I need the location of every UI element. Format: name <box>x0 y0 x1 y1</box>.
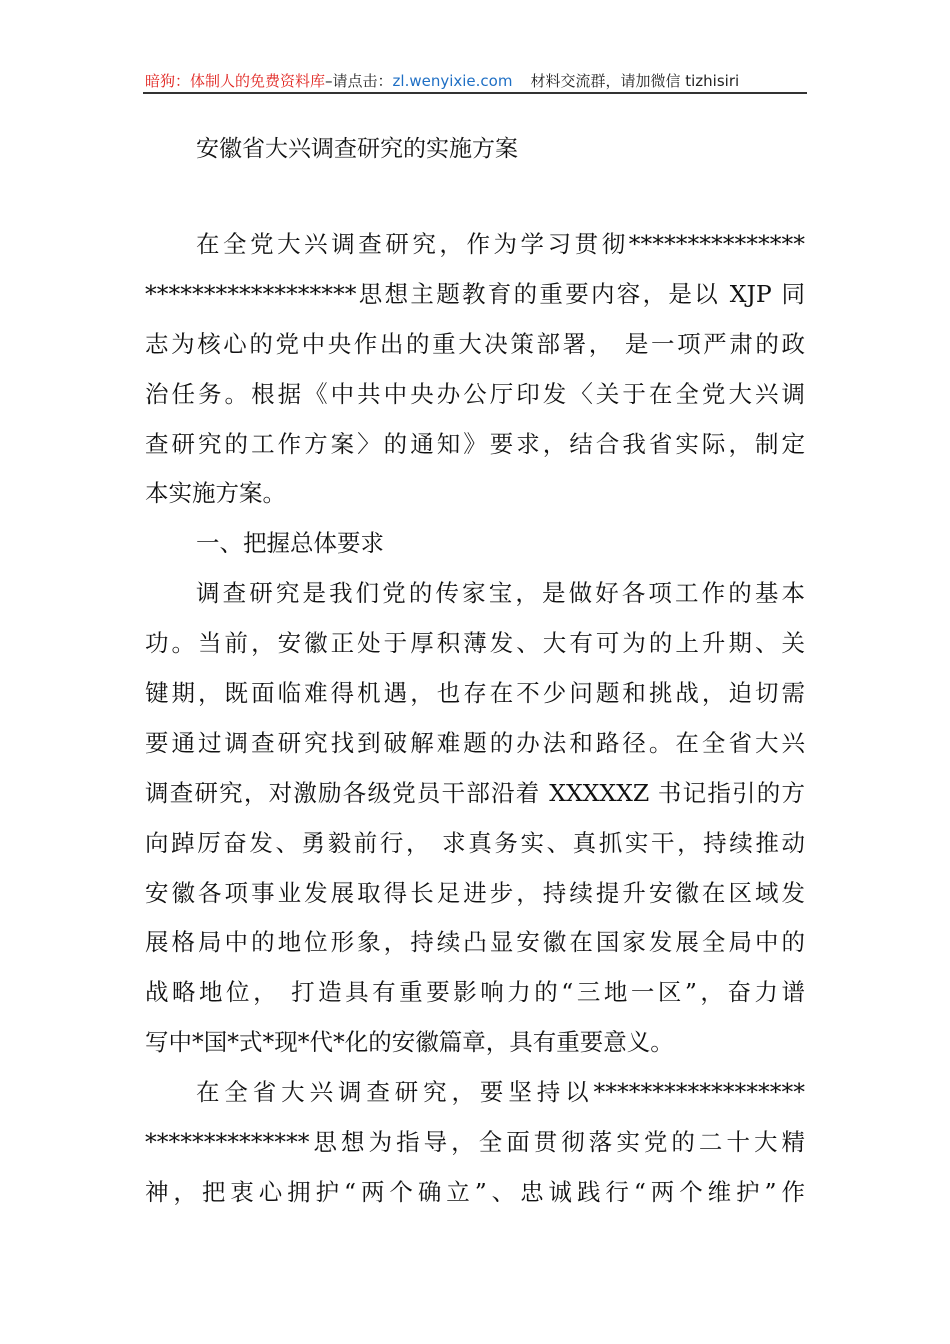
text-line: 本实施方案。 <box>145 479 286 508</box>
document-body <box>145 226 805 1224</box>
text-line: 一、把握总体要求 <box>196 529 384 558</box>
site-link[interactable]: zl.wenyixie.com <box>392 72 513 90</box>
wechat-note: 材料交流群，请加微信 tizhisiri <box>530 72 740 90</box>
text-line: 向踔厉奋发、勇毅前行， 求真务实、真抓实干，持续推动 <box>145 828 805 857</box>
text-line: 安徽各项事业发展取得长足进步，持续提升安徽在区域发 <box>145 878 805 907</box>
watermark-header <box>145 70 805 91</box>
text-line: 在全省大兴调查研究，要坚持以****************** <box>196 1078 805 1107</box>
text-line: **************思想为指导，全面贯彻落实党的二十大精 <box>145 1128 805 1157</box>
text-line: 要通过调查研究找到破解难题的办法和路径。在全省大兴 <box>145 728 805 757</box>
text-line: 战略地位， 打造具有重要影响力的“三地一区”，奋力谱 <box>145 978 805 1007</box>
document-title: 安徽省大兴调查研究的实施方案 <box>196 136 518 162</box>
text-line: 键期，既面临难得机遇，也存在不少问题和挑战，迫切需 <box>145 679 805 708</box>
text-line: 展格局中的地位形象，持续凸显安徽在国家发展全局中的 <box>145 928 805 957</box>
text-line: 神，把衷心拥护“两个确立”、忠诚践行“两个维护”作 <box>145 1177 805 1206</box>
text-line: 治任务。根据《中共中央办公厅印发〈关于在全党大兴调 <box>145 379 805 408</box>
text-line: 调查研究是我们党的传家宝，是做好各项工作的基本 <box>196 579 805 608</box>
text-line: 查研究的工作方案〉的通知》要求，结合我省实际，制定 <box>145 429 805 458</box>
site-name: 暗狗：体制人的免费资料库 <box>145 72 326 90</box>
text-line: ******************思想主题教育的重要内容，是以 XJP 同 <box>145 279 805 308</box>
text-line: 功。当前，安徽正处于厚积薄发、大有可为的上升期、关 <box>145 629 805 658</box>
text-line: 在全党大兴调查研究，作为学习贯彻*************** <box>196 230 805 258</box>
text-line: 调查研究，对激励各级党员干部沿着 XXXXXZ 书记指引的方 <box>145 778 805 807</box>
header-divider <box>143 92 807 94</box>
text-line: 写中*国*式*现*代*化的安徽篇章，具有重要意义。 <box>145 1028 674 1057</box>
click-prompt: –请点击： <box>325 72 393 90</box>
text-line: 志为核心的党中央作出的重大决策部署， 是一项严肃的政 <box>145 329 805 358</box>
